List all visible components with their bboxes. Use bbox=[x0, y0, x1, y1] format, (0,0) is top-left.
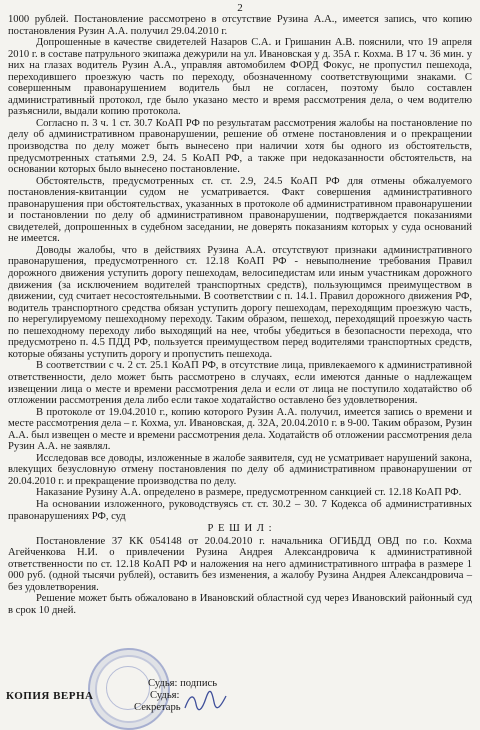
copy-verified-label: КОПИЯ ВЕРНА bbox=[6, 690, 94, 702]
paragraph: В протоколе от 19.04.2010 г., копию которого Рузин А.А. получил, имеется запись о времени и месте рассмотрения дела – г. Кохма, ул. Ивановская, д. 32А, 20.04.2010 г. в 9-00. Таким образом, Рузин А.А. был извещен о месте и времени рассмотрения дела. Ходатайств об отложении рассмотрения дела Рузин А.А. не заявлял. bbox=[8, 406, 473, 453]
decision-paragraph: Постановление 37 КК 054148 от 20.04.2010 г. начальника ОГИБДД ОВД по г.о. Кохма Агейченкова Н.И. о привлечении Рузина Андрея Александровича к административной ответственности по ст. 12.18 КоАП РФ и наложения на него административного штрафа в размере 1 000 руб. (одной тысячи рублей), оставить без изменения, а жалобу Рузина Андрея Александровича – без удовлетворения. bbox=[8, 535, 472, 593]
paragraph: 1000 рублей. Постановление рассмотрено в отсутствие Рузина А.А., имеется запись, что копию постановления Рузин А.А. получил 29.04.2010 г. bbox=[8, 14, 472, 37]
paragraph: Допрошенные в качестве свидетелей Назаров С.А. и Гришанин А.В. пояснили, что 19 апреля 2010 г. в составе патрульного экипажа дежурили на ул. Ивановская у д. 35А г. Кохма. В 17 ч. 36 мин. у них на глазах водитель Рузин А.А., управляя автомобилем ФОРД Фокус, не пропустил пешехода, переходившего проезжую часть по переходу, обозначенному соответствующими знаками. С совершенным правонарушением водитель был не согласен, поэтому было составлен административный протокол, где было указано место и время рассмотрения дела, о чем водителю разъяснили, выдали копию протокола. bbox=[8, 37, 472, 118]
page-number: 2 bbox=[237, 2, 243, 14]
judge-signature-label: Судья: подпись bbox=[148, 678, 218, 689]
paragraph: На основании изложенного, руководствуясь ст. ст. 30.2 – 30. 7 Кодекса об административных правонарушениях РФ, суд bbox=[8, 498, 472, 522]
decision-paragraph: Решение может быть обжаловано в Ивановский областной суд через Ивановский районный суд в срок 10 дней. bbox=[8, 593, 472, 616]
paragraph: Доводы жалобы, что в действиях Рузина А.А. отсутствуют признаки административного правонарушения, предусмотренного ст. 12.18 КоАП РФ - невыполнение требования Правил дорожного движения уступить дорогу пешеходам, велосипедистам или иным участникам дорожного движения (за исключением водителей транспортных средств), пользующимся преимуществом в движении, суд считает несостоятельными. В соответствии с п. 14.1. Правил дорожного движения РФ, водитель транспортного средства обязан уступить дорогу пешеходам, переходящим проезжую часть, по нерегулируемому пешеходному переходу. Таким образом, пешеход, переходящий проезжую часть по пешеходному переходу либо выходящий на нее, чтобы убедиться в безопасности перехода, что предусмотрено п. 4.5 ПДД РФ, пользуется преимуществом перед водителями транспортных средств, которые обязаны уступить дорогу и пропустить пешехода. bbox=[8, 244, 472, 360]
document-body bbox=[8, 14, 472, 616]
court-seal-stamp bbox=[88, 648, 170, 730]
handwritten-signature bbox=[182, 690, 228, 712]
decision-heading: Р Е Ш И Л : bbox=[207, 523, 273, 535]
secretary-label: Секретарь bbox=[134, 702, 181, 713]
paragraph: Наказание Рузину А.А. определено в размере, предусмотренном санкцией ст. 12.18 КоАП РФ. bbox=[36, 487, 462, 499]
judge-label: Судья: bbox=[150, 690, 180, 701]
paragraph: Обстоятельств, предусмотренных ст. ст. 2.9, 24.5 КоАП РФ для отмены обжалуемого постановления-квитанции судом не усматривается. Факт совершения административного правонарушения при обстоятельствах, указанных в протоколе об административном правонарушении и постановлении по делу об административном правонарушении, подтверждается показаниями свидетелей, допрошенных в судебном заседании, не доверять показаниям которых у суда оснований не имеется. bbox=[8, 175, 472, 245]
paragraph: В соответствии с ч. 2 ст. 25.1 КоАП РФ, в отсутствие лица, привлекаемого к административной ответственности, дело может быть рассмотрено в случаях, если имеются данные о надлежащем извещении лица о месте и времени рассмотрения дела и если от лица не поступило ходатайство об отложении рассмотрения дела либо если такое ходатайство оставлено без удовлетворения. bbox=[8, 360, 472, 407]
paragraph: Согласно п. 3 ч. 1 ст. 30.7 КоАП РФ по результатам рассмотрения жалобы на постановление по делу об административном правонарушении, решение об отмене постановления и о прекращении производства по делу может быть вынесено при наличии хотя бы одного из обстоятельств, предусмотренных статьями 2.9, 24. 5 КоАП РФ, а также при недоказанности обстоятельств, на основании которых было вынесено постановление. bbox=[8, 117, 472, 176]
paragraph: Исследовав все доводы, изложенные в жалобе заявителя, суд не усматривает нарушений закона, влекущих безусловную отмену постановления по делу об административном правонарушении от 20.04.2010 г. и прекращение производства по делу. bbox=[8, 452, 472, 487]
